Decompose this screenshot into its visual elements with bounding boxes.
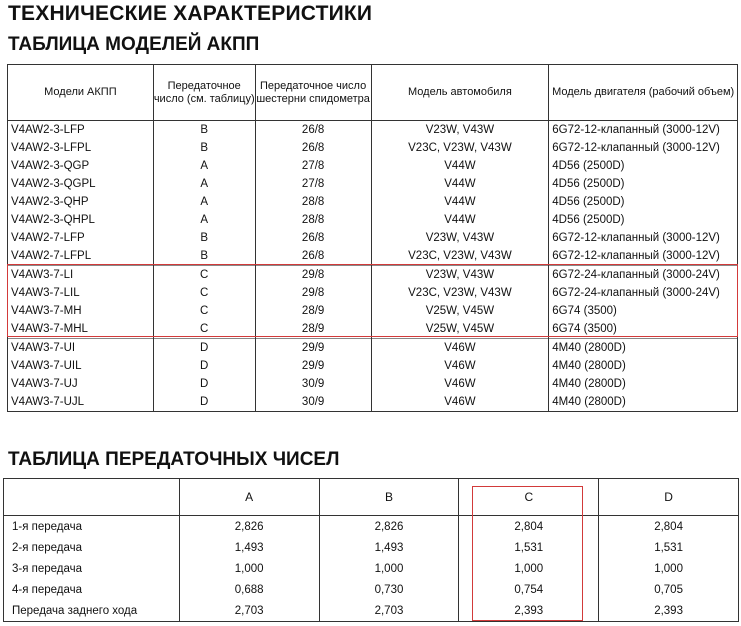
cell-engine: 4M40 (2800D) [549,339,738,358]
cell-speedo: 27/8 [255,157,371,175]
cell-ratio: B [153,139,255,157]
gear-label: 3-я передача [12,562,83,575]
table-row [4,558,739,579]
cell-model: V4AW2-3-QHPL [8,211,154,229]
table-row [4,579,739,600]
cell-speedo: 28/9 [255,302,371,320]
cell-engine: 6G72-24-клапанный (3000-24V) [549,266,738,285]
cell-speedo: 29/9 [255,339,371,358]
table-row [8,157,738,175]
ratio-value: 0,688 [179,579,319,600]
cell-engine: 6G72-12-клапанный (3000-12V) [549,247,738,266]
cell-car: V44W [371,157,549,175]
cell-ratio: D [153,375,255,393]
gear-label: 1-я передача [12,520,83,533]
ratio-value: 1,493 [179,537,319,558]
cell-speedo: 26/8 [255,229,371,247]
cell-engine: 4D56 (2500D) [549,193,738,211]
ratios-table-title: ТАБЛИЦА ПЕРЕДАТОЧНЫХ ЧИСЕЛ [8,449,340,470]
gear-label: 4-я передача [12,583,83,596]
ratio-value: 1,531 [459,537,599,558]
header-ratio-c: C [459,479,599,516]
cell-model: V4AW3-7-UJL [8,393,154,412]
cell-ratio: D [153,339,255,358]
ratio-value: 2,826 [179,516,319,538]
cell-ratio: A [153,211,255,229]
cell-engine: 4M40 (2800D) [549,393,738,412]
cell-car: V46W [371,339,549,358]
cell-engine: 4D56 (2500D) [549,157,738,175]
cell-engine: 4M40 (2800D) [549,375,738,393]
header-model: Модели АКПП [8,65,154,121]
table-row [4,537,739,558]
table-row [8,284,738,302]
ratio-value: 2,804 [599,516,739,538]
cell-model: V4AW3-7-LIL [8,284,154,302]
ratio-value: 0,754 [459,579,599,600]
cell-model: V4AW2-7-LFPL [8,247,154,266]
cell-ratio: C [153,284,255,302]
cell-speedo: 29/9 [255,357,371,375]
cell-model: V4AW3-7-MH [8,302,154,320]
gear-label: Передача заднего хода [12,604,138,617]
ratio-value: 0,705 [599,579,739,600]
cell-speedo: 30/9 [255,375,371,393]
header-car: Модель автомобиля [371,65,549,121]
cell-engine: 4D56 (2500D) [549,175,738,193]
cell-ratio: A [153,175,255,193]
cell-ratio: D [153,393,255,412]
cell-ratio: C [153,266,255,285]
table-row [8,175,738,193]
table-row [8,339,738,358]
cell-model: V4AW2-3-QGP [8,157,154,175]
table-row [4,516,739,538]
ratio-value: 1,531 [599,537,739,558]
cell-ratio: A [153,157,255,175]
cell-model: V4AW3-7-MHL [8,320,154,339]
ratio-value: 2,393 [459,600,599,622]
cell-car: V46W [371,375,549,393]
cell-car: V23C, V23W, V43W [371,139,549,157]
cell-model: V4AW2-3-QHP [8,193,154,211]
header-ratio-a: A [179,479,319,516]
cell-speedo: 30/9 [255,393,371,412]
cell-speedo: 28/8 [255,211,371,229]
cell-car: V46W [371,393,549,412]
table-row [8,302,738,320]
cell-engine: 6G74 (3500) [549,320,738,339]
cell-ratio: A [153,193,255,211]
ratio-value: 2,393 [599,600,739,622]
cell-car: V44W [371,211,549,229]
cell-car: V46W [371,357,549,375]
cell-speedo: 29/8 [255,266,371,285]
cell-car: V25W, V45W [371,302,549,320]
table-row [8,266,738,285]
cell-model: V4AW2-3-LFPL [8,139,154,157]
cell-car: V23W, V43W [371,229,549,247]
ratio-value: 2,804 [459,516,599,538]
ratio-value: 1,000 [459,558,599,579]
page-title: ТЕХНИЧЕСКИЕ ХАРАКТЕРИСТИКИ [8,2,373,25]
cell-engine: 6G74 (3500) [549,302,738,320]
cell-speedo: 29/8 [255,284,371,302]
table-row [8,320,738,339]
table-row [8,193,738,211]
cell-model: V4AW3-7-UJ [8,375,154,393]
cell-ratio: D [153,357,255,375]
header-ratio-b: B [319,479,459,516]
table-row [8,121,738,140]
cell-ratio: C [153,320,255,339]
table-row [8,139,738,157]
table-row [8,247,738,266]
cell-ratio: B [153,247,255,266]
cell-ratio: B [153,229,255,247]
cell-speedo: 26/8 [255,247,371,266]
cell-model: V4AW2-3-LFP [8,121,154,140]
models-table-title: ТАБЛИЦА МОДЕЛЕЙ АКПП [8,34,260,55]
cell-speedo: 28/9 [255,320,371,339]
cell-engine: 6G72-12-клапанный (3000-12V) [549,229,738,247]
cell-engine: 6G72-12-клапанный (3000-12V) [549,139,738,157]
cell-engine: 6G72-24-клапанный (3000-24V) [549,284,738,302]
cell-car: V44W [371,193,549,211]
cell-model: V4AW2-3-QGPL [8,175,154,193]
cell-speedo: 28/8 [255,193,371,211]
ratio-value: 1,493 [319,537,459,558]
cell-speedo: 26/8 [255,121,371,140]
header-blank [4,479,180,516]
cell-car: V25W, V45W [371,320,549,339]
gear-label: 2-я передача [12,541,83,554]
ratio-value: 2,703 [319,600,459,622]
ratios-table [3,478,739,622]
ratio-value: 0,730 [319,579,459,600]
cell-engine: 6G72-12-клапанный (3000-12V) [549,121,738,140]
cell-car: V23C, V23W, V43W [371,284,549,302]
ratio-value: 2,703 [179,600,319,622]
cell-speedo: 26/8 [255,139,371,157]
cell-ratio: C [153,302,255,320]
cell-model: V4AW3-7-UIL [8,357,154,375]
cell-car: V23W, V43W [371,266,549,285]
cell-car: V44W [371,175,549,193]
cell-engine: 4D56 (2500D) [549,211,738,229]
header-speedo: Передаточное число шестерни спидометра [255,65,371,121]
cell-car: V23W, V43W [371,121,549,140]
ratio-value: 1,000 [319,558,459,579]
table-row [8,211,738,229]
table-row [4,600,739,622]
cell-model: V4AW2-7-LFP [8,229,154,247]
ratio-value: 1,000 [179,558,319,579]
ratio-value: 1,000 [599,558,739,579]
cell-model: V4AW3-7-LI [8,266,154,285]
cell-model: V4AW3-7-UI [8,339,154,358]
cell-car: V23C, V23W, V43W [371,247,549,266]
header-engine: Модель двигателя (рабочий объем) [549,65,738,121]
models-table [7,64,738,412]
header-ratio: Передаточное число (см. таблицу) [153,65,255,121]
table-row [8,393,738,412]
cell-speedo: 27/8 [255,175,371,193]
ratio-value: 2,826 [319,516,459,538]
header-ratio-d: D [599,479,739,516]
cell-engine: 4M40 (2800D) [549,357,738,375]
table-row [8,357,738,375]
table-row [8,375,738,393]
table-row [8,229,738,247]
cell-ratio: B [153,121,255,140]
